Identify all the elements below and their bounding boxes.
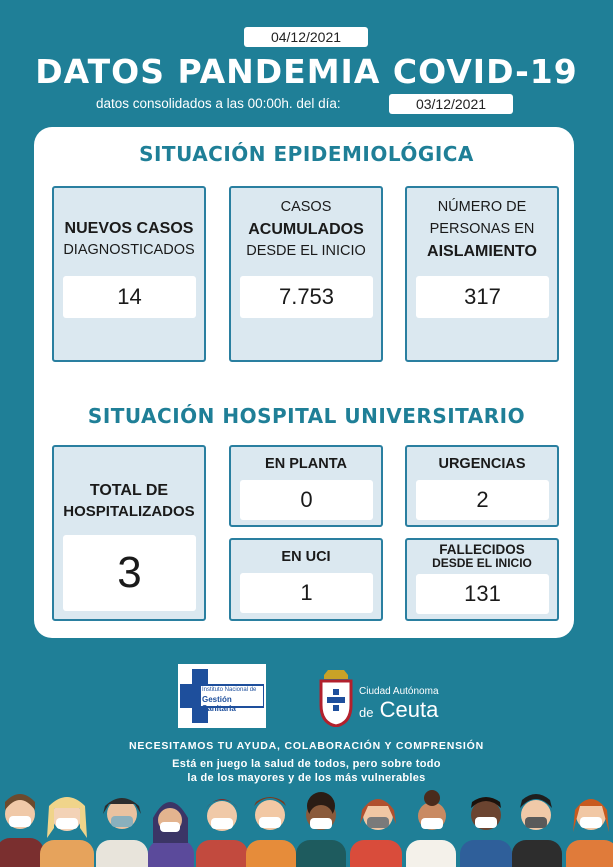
ceuta-crest-icon bbox=[318, 669, 354, 727]
epidemiological-section-title: SITUACIÓN EPIDEMIOLÓGICA bbox=[139, 142, 474, 166]
new-cases-label-2: DIAGNOSTICADOS bbox=[63, 242, 195, 258]
ward-card bbox=[229, 445, 383, 527]
person-4 bbox=[148, 802, 194, 867]
icu-card bbox=[229, 538, 383, 621]
isolation-value: 317 bbox=[416, 276, 549, 318]
emergency-label: URGENCIAS bbox=[438, 456, 526, 472]
ingesa-line1: Instituto Nacional de bbox=[202, 687, 257, 693]
person-2 bbox=[40, 797, 94, 867]
deceased-value: 131 bbox=[416, 574, 549, 614]
message-line1: Está en juego la salud de todos, pero sobre todo bbox=[172, 758, 441, 770]
ingesa-line2: Gestión Sanitaria bbox=[202, 695, 236, 713]
accumulated-cases-card bbox=[229, 186, 383, 362]
ward-label: EN PLANTA bbox=[265, 456, 347, 472]
isolation-label-3: AISLAMIENTO bbox=[427, 243, 537, 260]
total-hospitalized-value: 3 bbox=[63, 535, 196, 611]
person-9 bbox=[406, 790, 456, 867]
person-1 bbox=[0, 794, 44, 867]
accumulated-cases-label-2: ACUMULADOS bbox=[248, 221, 364, 238]
person-3 bbox=[96, 798, 148, 867]
new-cases-value: 14 bbox=[63, 276, 196, 318]
deceased-label-1: FALLECIDOS bbox=[439, 542, 525, 557]
person-11 bbox=[512, 794, 562, 867]
page-title: DATOS PANDEMIA COVID-19 bbox=[35, 52, 578, 91]
emergency-card bbox=[405, 445, 559, 527]
ceuta-name bbox=[359, 697, 438, 723]
ceuta-line1: Ciudad Autónoma bbox=[359, 686, 439, 697]
call-to-action: NECESITAMOS TU AYUDA, COLABORACIÓN Y COMPRENSIÓN bbox=[129, 740, 484, 752]
person-6 bbox=[246, 797, 296, 867]
person-7 bbox=[296, 792, 346, 867]
hospital-section-title: SITUACIÓN HOSPITAL UNIVERSITARIO bbox=[87, 404, 526, 428]
isolation-label-1: NÚMERO DE bbox=[437, 199, 527, 215]
emergency-value: 2 bbox=[416, 480, 549, 520]
ceuta-de: de bbox=[359, 705, 374, 720]
masked-people-illustration bbox=[0, 788, 613, 867]
new-cases-label-1: NUEVOS CASOS bbox=[64, 220, 194, 237]
consolidated-data-label: datos consolidados a las 00:00h. del día: bbox=[96, 96, 341, 111]
accumulated-cases-value: 7.753 bbox=[240, 276, 373, 318]
person-10 bbox=[460, 797, 512, 867]
total-hospitalized-label-1: TOTAL DE bbox=[89, 482, 169, 499]
deceased-label-2: DESDE EL INICIO bbox=[432, 556, 532, 570]
person-5 bbox=[196, 799, 248, 867]
ingesa-logo bbox=[178, 664, 266, 728]
icu-label: EN UCI bbox=[281, 549, 331, 565]
institution-logos bbox=[0, 664, 613, 734]
accumulated-cases-label-1: CASOS bbox=[280, 199, 332, 215]
isolation-label-2: PERSONAS EN bbox=[429, 221, 535, 237]
ward-value: 0 bbox=[240, 480, 373, 520]
isolation-card bbox=[405, 186, 559, 362]
icu-value: 1 bbox=[240, 573, 373, 613]
new-cases-card bbox=[52, 186, 206, 362]
report-date: 04/12/2021 bbox=[244, 27, 368, 47]
accumulated-cases-label-3: DESDE EL INICIO bbox=[246, 243, 366, 259]
ceuta-city: Ceuta bbox=[379, 697, 439, 722]
person-8 bbox=[350, 799, 402, 867]
total-hospitalized-label-2: HOSPITALIZADOS bbox=[63, 503, 195, 520]
total-hospitalized-card bbox=[52, 445, 206, 621]
message-line2: la de los mayores y de los más vulnerables bbox=[187, 772, 426, 784]
person-12 bbox=[566, 799, 613, 867]
deceased-card bbox=[405, 538, 559, 621]
consolidated-date: 03/12/2021 bbox=[389, 94, 513, 114]
